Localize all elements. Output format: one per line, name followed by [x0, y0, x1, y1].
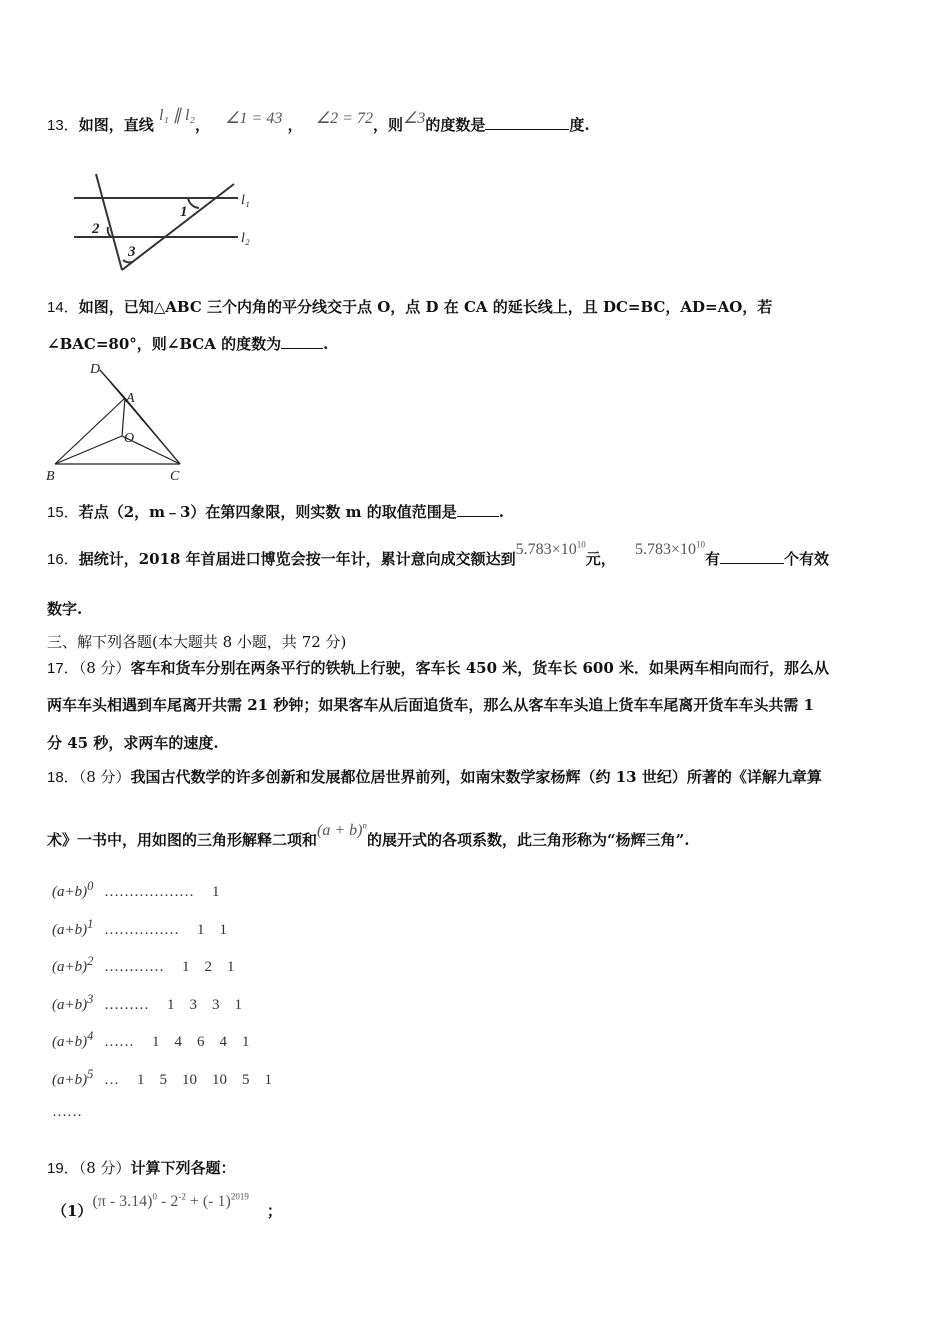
question-13-text: 13．如图，直线 l₁ ∥ l₂， ∠1 = 43 ， ∠2 = 72，则∠3的度数是 度. [47, 107, 590, 134]
angle-label-3: 3 [128, 244, 136, 260]
math-parallel: l₁ ∥ l₂ [158, 107, 195, 124]
question-number: 19． [47, 1160, 79, 1177]
yanghui-triangle [52, 879, 272, 1134]
math-expression: $(\pi - 3.14)^0 - 2^{-2}$ + (- 1)$^{2019}$ [92, 1191, 249, 1210]
question-number: 16． [47, 551, 79, 568]
triangle-row: $(a+b)^2$ ………… 1 2 1 [52, 954, 235, 975]
math-angle-2: ∠2 = 72 [315, 110, 373, 127]
triangle-row: $(a+b)^1$ …………… 1 1 [52, 916, 227, 938]
coefficients: 1 [212, 884, 220, 900]
question-16-text: 16．据统计，2018 年首届进口博览会按一年计，累计意向成交额达到$5.783\times 10^{10}$元， $5.783\times 10^{10}$有 个有效 [47, 539, 830, 568]
sub-question-label: （1） [52, 1202, 93, 1220]
math-value-1: $5.783\times 10^{10}$ [515, 539, 586, 558]
section-title: 三、解下列各题(本大题共 8 小题，共 72 分) [47, 633, 347, 651]
question-number: 14． [47, 299, 79, 316]
question-19-sub1: $(1)(\pi - 3.14)^0 - 2^{-2}$ + (- 1)$^{2019}$； [52, 1191, 282, 1220]
coefficients: 1 2 1 [182, 959, 235, 975]
figure-parallel-lines [66, 170, 266, 275]
question-14-line2: ∠BAC=80°，则∠BCA 的度数为 . [47, 335, 329, 353]
triangle-ellipsis: …… [52, 1104, 82, 1120]
triangle-row: $(a+b)^4$ …… 1 4 6 4 1 [52, 1029, 250, 1050]
coefficients: 1 1 [197, 921, 227, 938]
question-18-line2: 术》一书中，用如图的三角形解释二项和$(a + b)^n$的展开式的各项系数，此三角形称为“杨辉三角”. [47, 820, 690, 849]
score-label: （8 分） [78, 1159, 131, 1177]
math-value-2: $5.783\times 10^{10}$ [634, 539, 705, 558]
question-number: 17． [47, 660, 79, 677]
score-label: （8 分） [78, 768, 131, 786]
triangle-row: $(a+b)^3$ ……… 1 3 3 1 [52, 991, 242, 1013]
answer-blank[interactable] [485, 129, 569, 130]
point-label-o: O [124, 431, 135, 446]
coefficients: 1 3 3 1 [167, 996, 242, 1013]
point-label-c: C [170, 469, 180, 484]
coefficients: 1 5 10 10 5 1 [137, 1071, 272, 1088]
coefficients: 1 4 6 4 1 [152, 1034, 250, 1050]
line-label-l1: l₁ [241, 193, 250, 208]
question-17-line1: 17．（8 分）客车和货车分别在两条平行的铁轨上行驶，客车长 450 米，货车长 600 米．如果两车相向而行，那么从 [47, 659, 830, 677]
answer-blank[interactable] [281, 348, 323, 349]
math-angle-3: ∠3 [402, 110, 426, 127]
question-number: 13． [47, 117, 79, 134]
answer-blank[interactable] [457, 516, 499, 517]
question-14-line1: 14．如图，已知△ABC 三个内角的平分线交于点 O，点 D 在 CA 的延长线上，且 DC=BC，AD=AO，若 [47, 298, 773, 316]
point-label-a: A [126, 391, 135, 406]
angle-label-1: 1 [180, 204, 188, 220]
math-binomial: $(a + b)^n$ [317, 820, 367, 839]
angle-label-2: 2 [92, 221, 100, 237]
question-17-line2: 两车车头相遇到车尾离开共需 21 秒钟；如果客车从后面追货车，那么从客车车头追上货车车尾离开货车车头共需 1 [47, 696, 814, 714]
question-number: 18． [47, 769, 79, 786]
transversal-2 [122, 184, 234, 270]
point-label-d: D [90, 362, 101, 377]
triangle-row: $(a+b)^5$ … 1 5 10 10 5 1 [52, 1066, 272, 1088]
question-17-line3: 分 45 秒，求两车的速度. [47, 734, 219, 752]
question-18-line1: 18．（8 分）我国古代数学的许多创新和发展都位居世界前列，如南宋数学家杨辉（约 13 世纪）所著的《详解九章算 [47, 768, 822, 786]
question-16-line2: 数字. [47, 600, 83, 618]
answer-blank[interactable] [720, 563, 784, 564]
score-label: （8 分） [78, 659, 131, 677]
question-19-text: 19．（8 分）计算下列各题： [47, 1159, 236, 1177]
transversal-1 [96, 174, 122, 270]
question-number: 15． [47, 504, 79, 521]
point-label-b: B [46, 469, 55, 484]
math-angle-1: ∠1 = 43 [225, 110, 283, 127]
line-label-l2: l₂ [241, 231, 250, 246]
triangle-row: $(a+b)^0$ ……………… 1 [52, 879, 220, 900]
question-15-text: 15．若点（2，m﹣3）在第四象限，则实数 m 的取值范围是 . [47, 503, 504, 521]
figure-triangle-abc [40, 356, 190, 486]
